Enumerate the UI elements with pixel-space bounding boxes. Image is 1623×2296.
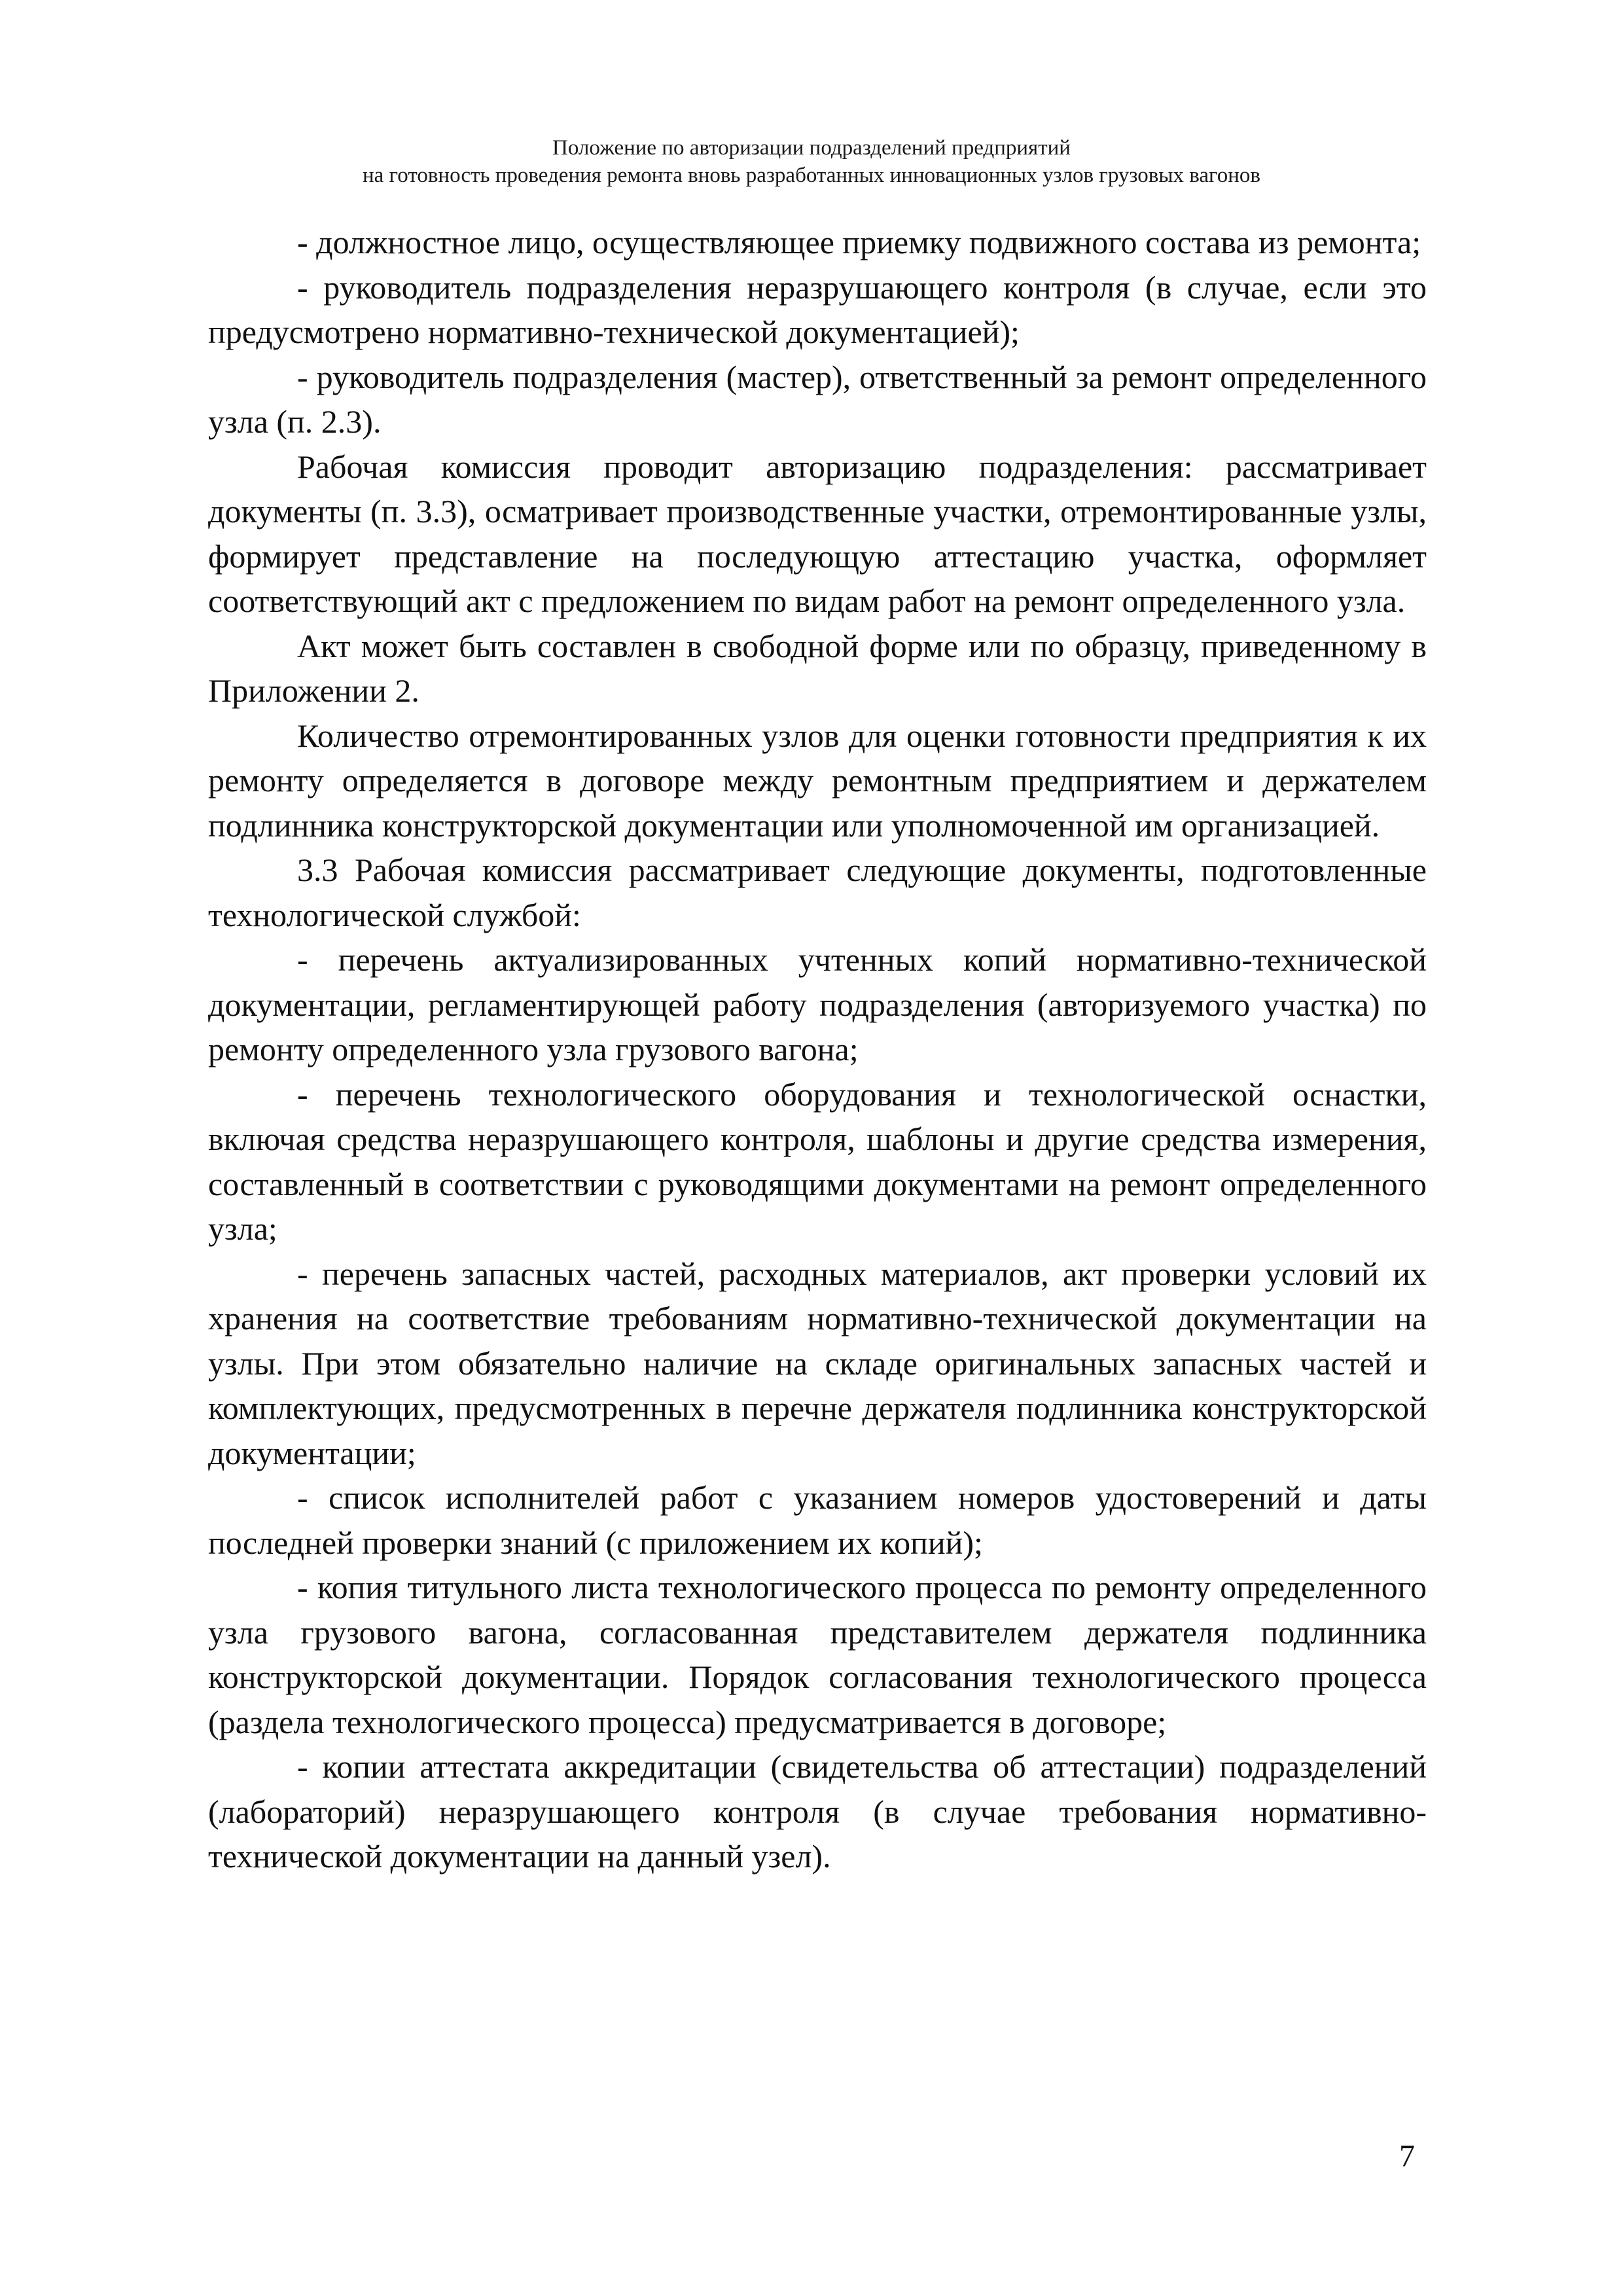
paragraph-bullet-foreman: - руководитель подразделения (мастер), ответственный за ремонт определенного узла (п. 2.3). xyxy=(208,358,1427,440)
paragraph-section-3-3: 3.3 Рабочая комиссия рассматривает следующие документы, подготовленные технологической службой: xyxy=(208,852,1427,933)
running-header xyxy=(196,134,1427,189)
paragraph-bullet-ndt-head: - руководитель подразделения неразрушающего контроля (в случае, если это предусмотрено нормативно-технической документацией); xyxy=(208,268,1427,350)
paragraph-bullet-inspector: - должностное лицо, осуществляющее приемку подвижного состава из ремонта; xyxy=(297,224,1421,260)
page-number: 7 xyxy=(1399,2139,1415,2174)
paragraph-bullet-process-title: - копия титульного листа технологического процесса по ремонту определенного узла грузового вагона, согласованная представителем держателя подлинника конструкторской документации. Порядок согласования технологического процесса (раздела технологического процесса) предусматривается в договоре; xyxy=(208,1569,1427,1740)
paragraph-act-form: Акт может быть составлен в свободной форме или по образцу, приведенному в Приложении 2. xyxy=(208,627,1427,709)
paragraph-bullet-equipment-list: - перечень технологического оборудования и технологической оснастки, включая средства неразрушающего контроля, шаблоны и другие средства измерения, составленный в соответствии с руководящими документами на ремонт определенного узла; xyxy=(208,1075,1427,1247)
paragraph-bullet-accreditation: - копии аттестата аккредитации (свидетельства об аттестации) подразделений (лабораторий) неразрушающего контроля (в случае требования нормативно-технической документации на данный узел). xyxy=(208,1748,1427,1874)
paragraph-bullet-spare-parts: - перечень запасных частей, расходных материалов, акт проверки условий их хранения на соответствие требованиям нормативно-технической документации на узлы. При этом обязательно наличие на складе оригинальных запасных частей и комплектующих, предусмотренных в перечне держателя подлинника конструкторской документации; xyxy=(208,1255,1427,1471)
header-line-2: на готовность проведения ремонта вновь разработанных инновационных узлов грузовых вагонов xyxy=(363,164,1260,187)
paragraph-bullet-staff-list: - список исполнителей работ с указанием номеров удостоверений и даты последней проверки знаний (с приложением их копий); xyxy=(208,1479,1427,1561)
paragraph-units-quantity: Количество отремонтированных узлов для оценки готовности предприятия к их ремонту определяется в договоре между ремонтным предприятием и держателем подлинника конструкторской документации или уполномоченной им организацией. xyxy=(208,717,1427,844)
header-line-1: Положение по авторизации подразделений предприятий xyxy=(552,136,1071,160)
paragraph-bullet-documentation-list: - перечень актуализированных учтенных копий нормативно-технической документации, регламентирующей работу подразделения (авторизуемого участка) по ремонту определенного узла грузового вагона; xyxy=(208,941,1427,1067)
body-text xyxy=(208,220,1427,1879)
paragraph-commission-authorization: Рабочая комиссия проводит авторизацию подразделения: рассматривает документы (п. 3.3), осматривает производственные участки, отремонтированные узлы, формирует представление на последующую аттестацию участка, оформляет соответствующий акт с предложением по видам работ на ремонт определенного узла. xyxy=(208,448,1427,619)
